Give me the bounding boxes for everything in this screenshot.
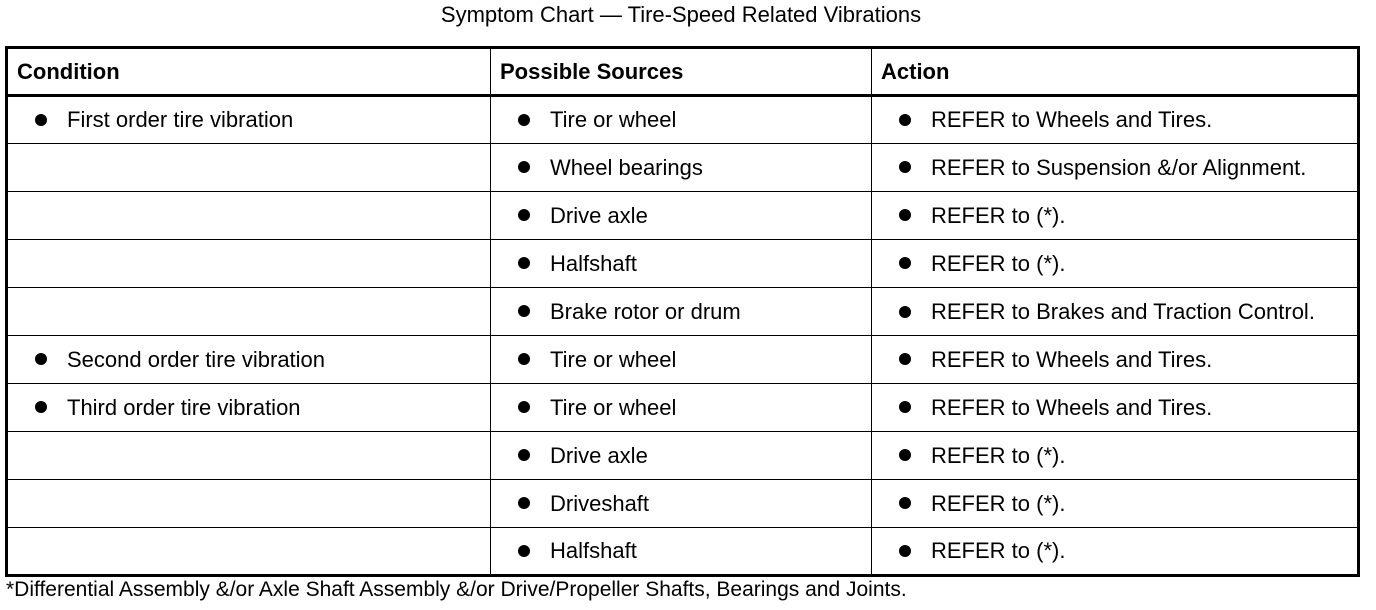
- action-text: REFER to Wheels and Tires.: [931, 107, 1213, 133]
- condition-cell: [7, 144, 491, 192]
- source-cell: [491, 336, 872, 384]
- table-row: [7, 144, 1359, 192]
- column-header-action: Action: [872, 48, 1359, 96]
- table-row: [7, 528, 1359, 576]
- bullet-icon: [899, 449, 911, 461]
- source-text: Halfshaft: [550, 251, 637, 277]
- condition-text: Third order tire vibration: [67, 395, 301, 421]
- action-cell: [872, 288, 1359, 336]
- source-cell: [491, 480, 872, 528]
- bullet-icon: [518, 305, 530, 317]
- source-text: Halfshaft: [550, 538, 637, 564]
- table-row: [7, 288, 1359, 336]
- bullet-icon: [518, 257, 530, 269]
- source-cell: [491, 144, 872, 192]
- source-text: Wheel bearings: [550, 155, 703, 181]
- condition-cell: [7, 384, 491, 432]
- bullet-icon: [899, 209, 911, 221]
- source-text: Tire or wheel: [550, 107, 677, 133]
- bullet-icon: [899, 401, 911, 413]
- source-cell: [491, 528, 872, 576]
- bullet-icon: [899, 353, 911, 365]
- source-text: Drive axle: [550, 203, 648, 229]
- condition-cell: [7, 192, 491, 240]
- action-cell: [872, 384, 1359, 432]
- source-text: Drive axle: [550, 443, 648, 469]
- table-row: [7, 432, 1359, 480]
- source-text: Driveshaft: [550, 491, 650, 517]
- action-text: REFER to Wheels and Tires.: [931, 347, 1213, 373]
- bullet-icon: [518, 161, 530, 173]
- column-header-condition: Condition: [7, 48, 491, 96]
- action-cell: [872, 96, 1359, 144]
- bullet-icon: [35, 401, 47, 413]
- action-text: REFER to (*).: [931, 443, 1066, 469]
- bullet-icon: [899, 161, 911, 173]
- action-text: REFER to (*).: [931, 251, 1066, 277]
- table-row: [7, 240, 1359, 288]
- source-text: Brake rotor or drum: [550, 299, 741, 325]
- symptom-table: [5, 46, 1360, 577]
- action-cell: [872, 432, 1359, 480]
- chart-title: Symptom Chart — Tire-Speed Related Vibrations: [440, 2, 922, 27]
- bullet-icon: [518, 449, 530, 461]
- action-text: REFER to (*).: [931, 538, 1066, 564]
- source-cell: [491, 96, 872, 144]
- source-text: Tire or wheel: [550, 347, 677, 373]
- bullet-icon: [518, 401, 530, 413]
- table-row: [7, 336, 1359, 384]
- bullet-icon: [518, 209, 530, 221]
- condition-cell: [7, 96, 491, 144]
- bullet-icon: [35, 114, 47, 126]
- action-text: REFER to Wheels and Tires.: [931, 395, 1213, 421]
- bullet-icon: [518, 545, 530, 557]
- footnote: *Differential Assembly &/or Axle Shaft Assembly &/or Drive/Propeller Shafts, Bearings and Joints.: [6, 578, 907, 601]
- bullet-icon: [899, 545, 911, 557]
- action-cell: [872, 192, 1359, 240]
- action-cell: [872, 528, 1359, 576]
- table-row: [7, 192, 1359, 240]
- source-cell: [491, 288, 872, 336]
- action-text: REFER to (*).: [931, 491, 1066, 517]
- source-cell: [491, 240, 872, 288]
- header-row: [7, 48, 1359, 96]
- action-cell: [872, 336, 1359, 384]
- condition-text: Second order tire vibration: [67, 347, 326, 373]
- bullet-icon: [518, 114, 530, 126]
- condition-cell: [7, 432, 491, 480]
- bullet-icon: [899, 114, 911, 126]
- action-text: REFER to Suspension &/or Alignment.: [931, 155, 1307, 181]
- condition-cell: [7, 288, 491, 336]
- condition-cell: [7, 480, 491, 528]
- table-row: [7, 480, 1359, 528]
- table-row: [7, 96, 1359, 144]
- condition-cell: [7, 336, 491, 384]
- bullet-icon: [518, 353, 530, 365]
- condition-text: First order tire vibration: [67, 107, 294, 133]
- source-cell: [491, 384, 872, 432]
- bullet-icon: [899, 257, 911, 269]
- condition-cell: [7, 528, 491, 576]
- bullet-icon: [518, 497, 530, 509]
- bullet-icon: [899, 497, 911, 509]
- table-row: [7, 384, 1359, 432]
- condition-cell: [7, 240, 491, 288]
- bullet-icon: [899, 306, 911, 318]
- action-cell: [872, 144, 1359, 192]
- source-text: Tire or wheel: [550, 395, 677, 421]
- action-text: REFER to Brakes and Traction Control.: [931, 298, 1315, 324]
- source-cell: [491, 192, 872, 240]
- action-text: REFER to (*).: [931, 203, 1066, 229]
- column-header-sources: Possible Sources: [491, 48, 872, 96]
- source-cell: [491, 432, 872, 480]
- bullet-icon: [35, 353, 47, 365]
- action-cell: [872, 240, 1359, 288]
- action-cell: [872, 480, 1359, 528]
